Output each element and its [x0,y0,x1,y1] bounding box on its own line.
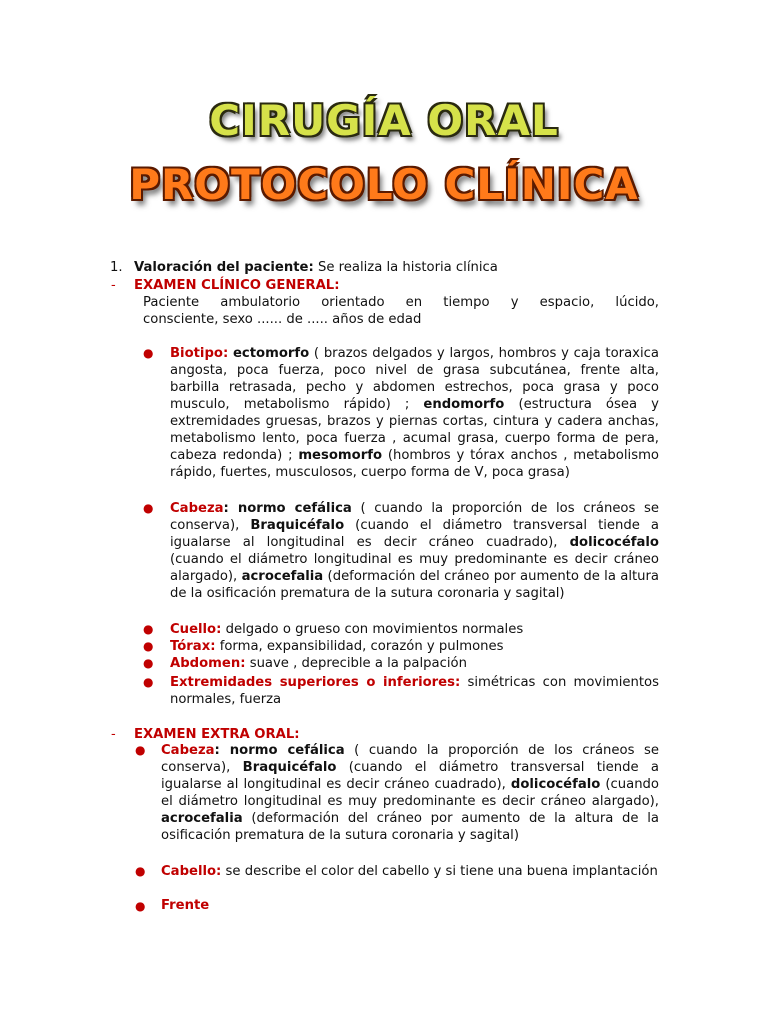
torax-text: forma, expansibilidad, corazón y pulmones [215,639,504,654]
dolicocefalo-term: dolicocéfalo [510,777,601,792]
braquicefalo-text: (cuando el diámetro transversal tiende a igualarse al longitudinal es decir cráneo cuadrado), [161,760,659,792]
cabeza-label: Cabeza [161,743,215,758]
dash-marker: - [111,727,116,742]
dolicocefalo-text: (cuando el diámetro longitudinal es muy predominante es decir cráneo alargado), [161,777,659,809]
cabello-text: se describe el color del cabello y si tiene una buena implantación [221,864,658,879]
endomorfo-text: (estructura ósea y extremidades gruesas, brazos y piernas cortas, cintura y cadera anchas, metabolismo lento, poca fuerza , acumal grasa, cuerpo forma de pera, cabeza redonda) ; [170,397,659,463]
normo-cefalica-text: ( cuando la proporción de los cráneos se conserva), [170,501,659,533]
torax-item [170,638,659,655]
title-cirugia-oral: CIRUGÍA ORAL [209,96,559,145]
general-para-line1: Paciente ambulatorio orientado en tiempo y espacio, lúcido, [143,295,659,310]
bullet-icon: ● [135,899,146,913]
section1-line [134,259,654,276]
bullet-icon: ● [143,346,154,360]
mesomorfo-term: mesomorfo [298,448,383,463]
bullet-icon: ● [143,622,154,636]
abdomen-label: Abdomen: [170,656,246,671]
normo-cefalica-term: normo cefálica [228,501,352,516]
cabeza-colon: : [223,501,229,516]
general-para-line2: consciente, sexo ...... de ..... años de edad [143,312,422,327]
normo-cefalica-text: ( cuando la proporción de los cráneos se conserva), [161,743,659,775]
general-exam-heading: EXAMEN CLÍNICO GENERAL: [134,278,340,293]
acrocefalia-term: acrocefalia [161,811,243,826]
normo-cefalica-term: normo cefálica [219,743,345,758]
braquicefalo-term: Braquicéfalo [242,760,337,775]
bullet-icon: ● [143,501,154,515]
dash-marker: - [111,278,116,293]
bullet-icon: ● [143,639,154,653]
acrocefalia-term: acrocefalia [241,569,324,584]
braquicefalo-term: Braquicéfalo [250,518,345,533]
acrocefalia-text: (deformación del cráneo por aumento de la altura de la osificación prematura de la sutura coronaria y sagital) [170,569,660,601]
extremidades-text: simétricas con movimientos normales, fuerza [170,675,659,707]
section1-heading: Valoración del paciente: [134,260,314,275]
ectomorfo-text: ( brazos delgados y largos, hombros y caja toraxica angosta, poca fuerza, poco nivel de grasa subcutánea, frente alta, barbilla retrasada, pecho y abdomen estrechos, poca grasa y poco musculo, metabolismo rápido) ; [170,346,659,412]
title-protocolo-clinica: PROTOCOLO CLÍNICA [129,160,639,209]
biotipo-item [170,345,659,481]
cabeza-item-general [170,500,659,602]
abdomen-item [170,655,659,672]
extremidades-label: Extremidades superiores o inferiores: [170,675,461,690]
bullet-icon: ● [135,743,146,757]
biotipo-label: Biotipo: [170,346,229,361]
ectomorfo-term: ectomorfo [232,346,310,361]
section-number: 1. [110,260,123,275]
braquicefalo-text: (cuando el diámetro transversal tiende a igualarse al longitudinal es decir cráneo cuadrado), [170,518,659,550]
cuello-text: delgado o grueso con movimientos normales [221,622,524,637]
torax-label: Tórax: [170,639,216,654]
extremidades-item [170,674,659,708]
abdomen-text: suave , deprecible a la palpación [245,656,467,671]
cuello-label: Cuello: [170,622,222,637]
section1-text: Se realiza la historia clínica [313,260,498,275]
extra-oral-heading: EXAMEN EXTRA ORAL: [134,727,300,742]
cabeza-item-extra [161,742,659,844]
acrocefalia-text: (deformación del cráneo por aumento de la altura de la osificación prematura de la sutura coronaria y sagital) [161,811,659,843]
cabello-item [161,863,659,880]
dolicocefalo-text: (cuando el diámetro longitudinal es muy predominante es decir cráneo alargado), [170,552,659,584]
cabeza-colon: : [214,743,220,758]
dolicocefalo-term: dolicocéfalo [569,535,659,550]
bullet-icon: ● [143,656,154,670]
cabello-label: Cabello: [161,864,222,879]
bullet-icon: ● [143,675,154,689]
bullet-icon: ● [135,864,146,878]
cuello-item [170,621,659,638]
endomorfo-term: endomorfo [423,397,505,412]
frente-label: Frente [161,898,210,913]
mesomorfo-text: (hombros y tórax anchos , metabolismo rápido, fuertes, musculosos, cuerpo forma de V, poca grasa) [170,448,659,480]
cabeza-label: Cabeza [170,501,224,516]
